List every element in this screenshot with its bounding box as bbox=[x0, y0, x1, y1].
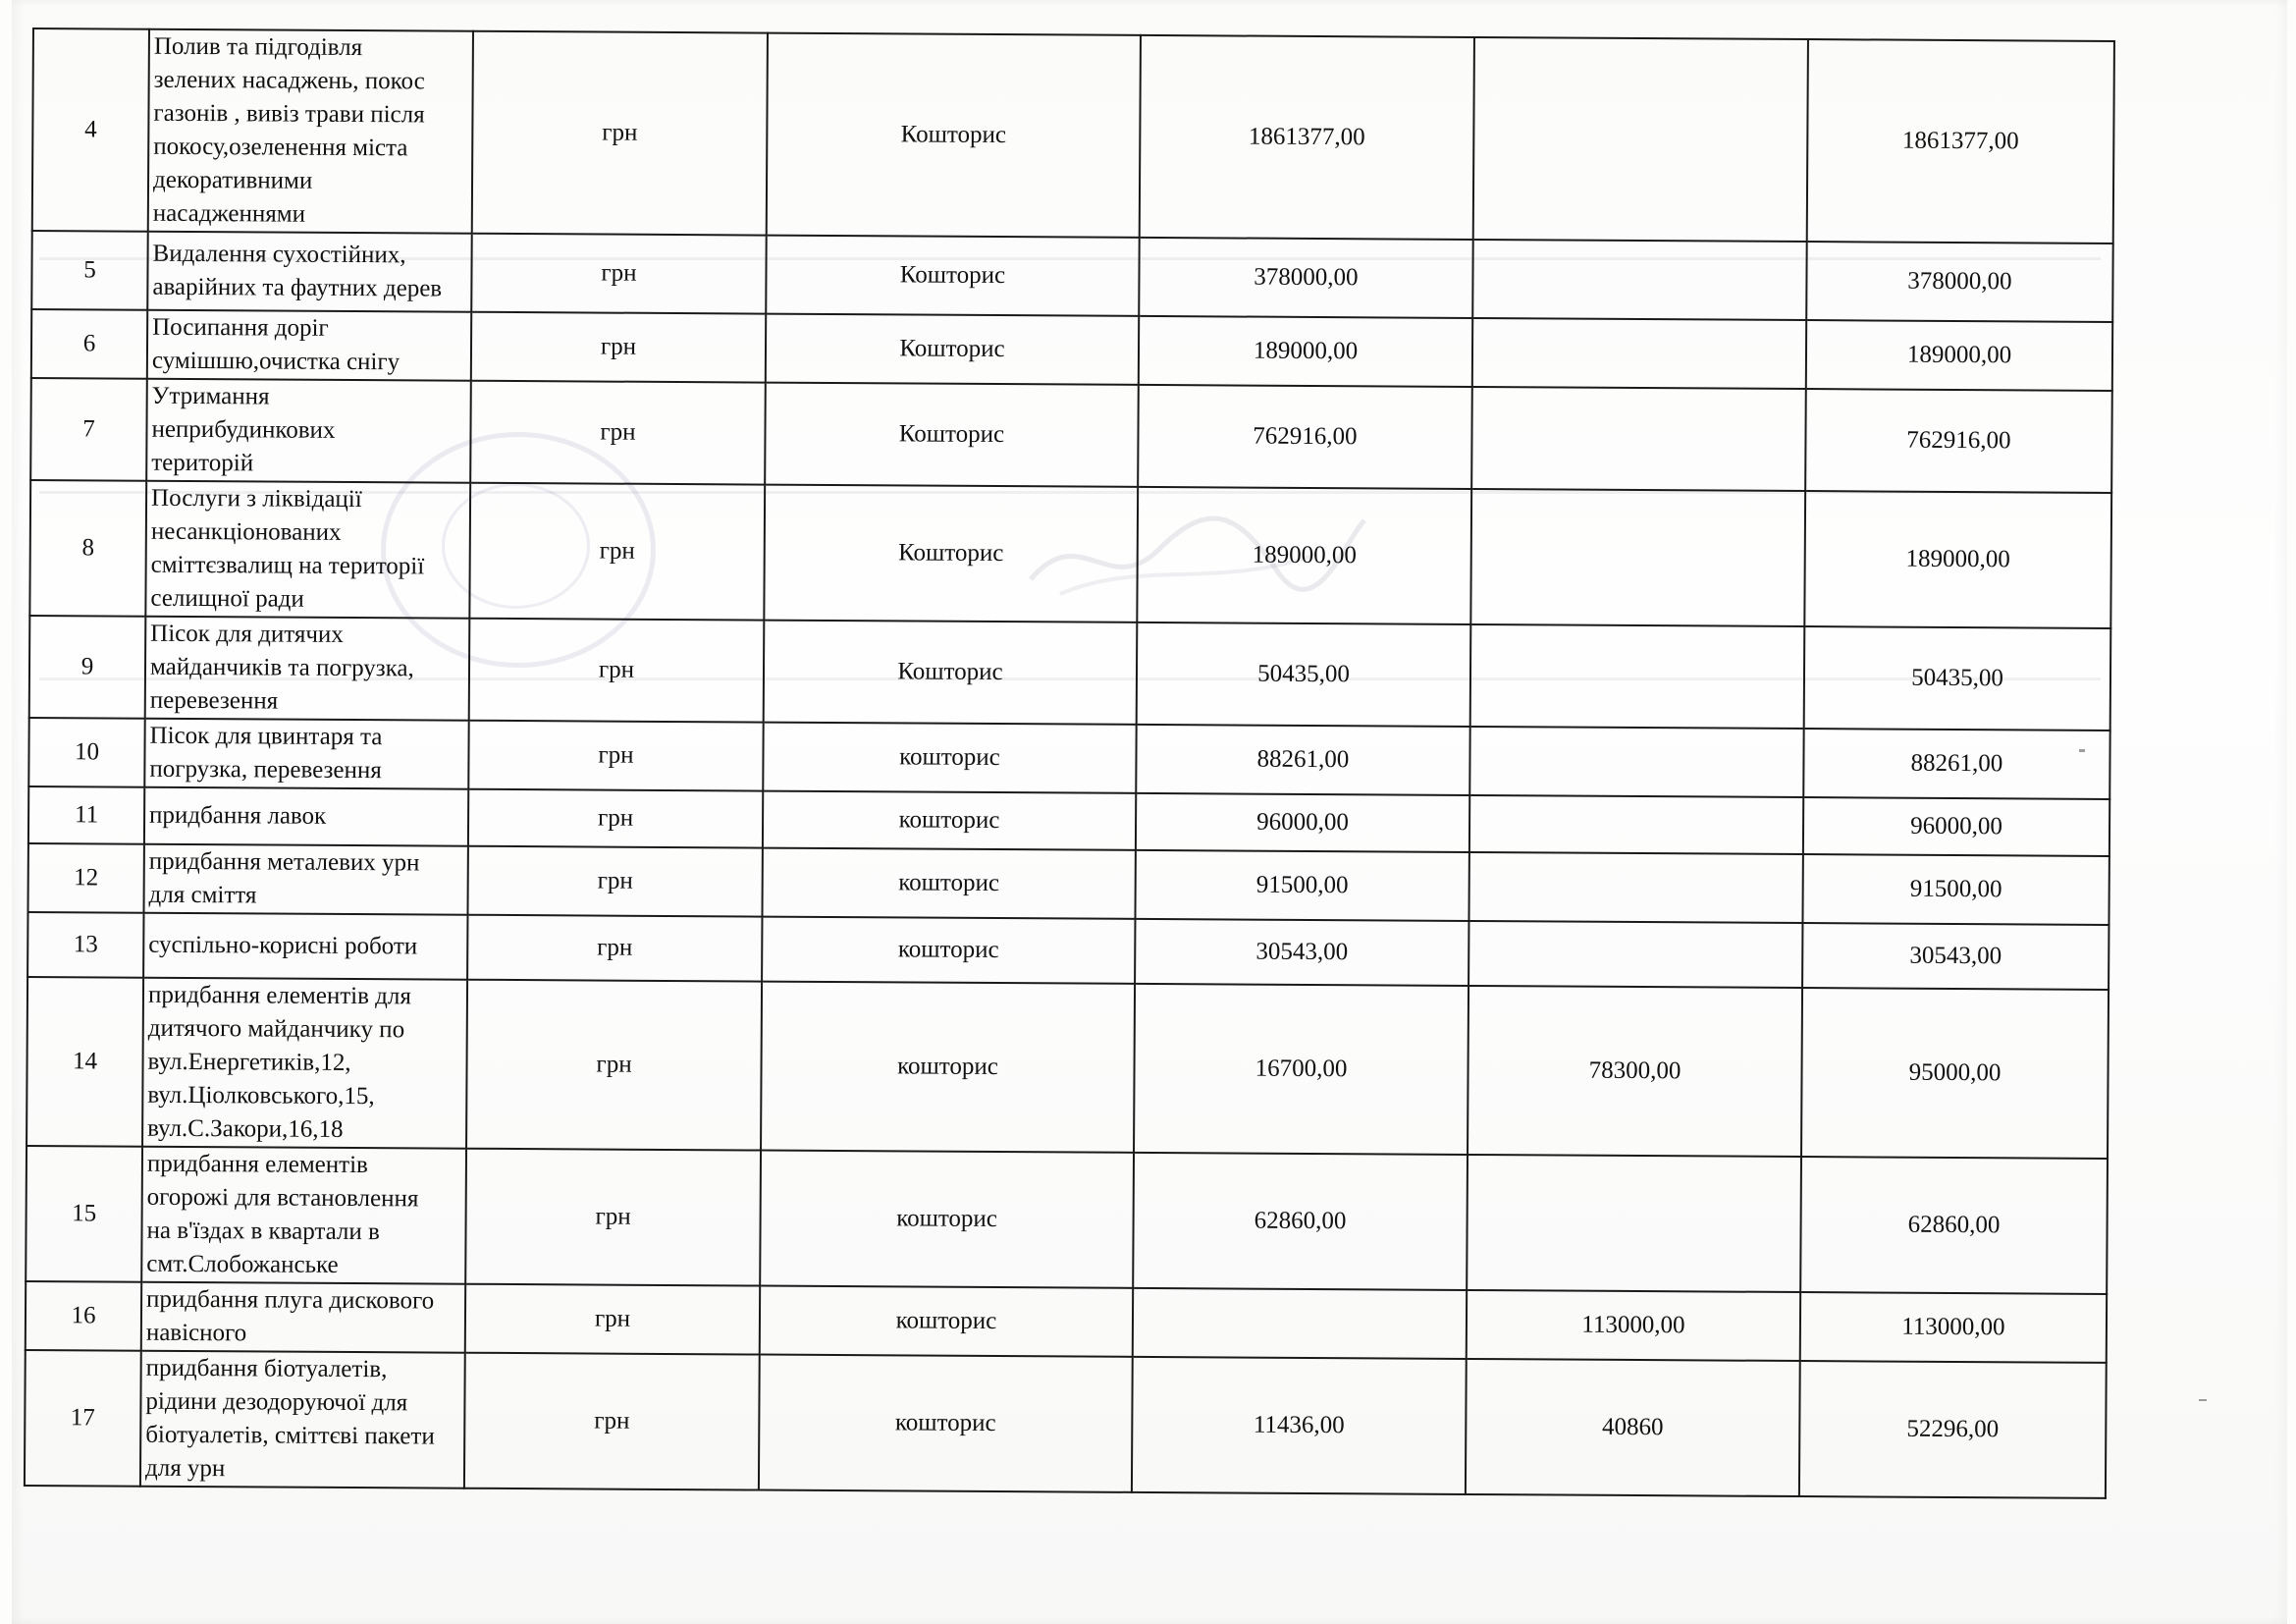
work-description-line: неприбудинкових bbox=[151, 415, 336, 444]
calculation-source: Кошторис bbox=[764, 621, 1138, 725]
work-description bbox=[141, 1147, 466, 1284]
work-description-line: придбання лавок bbox=[149, 801, 327, 830]
work-description-line: навісного bbox=[145, 1319, 247, 1347]
work-description-line: Видалення сухостійних, bbox=[152, 240, 406, 269]
work-description bbox=[140, 1351, 465, 1489]
unit-of-measure: грн bbox=[467, 915, 762, 982]
work-description bbox=[142, 978, 467, 1149]
work-description-line: вул.Ціолковського,15, bbox=[147, 1081, 375, 1110]
row-number: 8 bbox=[29, 480, 146, 617]
work-description bbox=[143, 913, 467, 980]
work-description bbox=[148, 29, 473, 234]
row-number: 10 bbox=[28, 718, 144, 787]
work-description-line: рідини дезодоруючої для bbox=[145, 1387, 408, 1417]
work-description-line: несанкціонованих bbox=[150, 517, 342, 546]
work-description-line: покосу,озеленення міста bbox=[153, 133, 408, 162]
calculation-source: Кошторис bbox=[767, 33, 1141, 238]
row-number: 12 bbox=[27, 843, 143, 913]
unit-of-measure: грн bbox=[464, 1353, 760, 1490]
calculation-source: Кошторис bbox=[764, 485, 1138, 623]
amount-first-source bbox=[1133, 1288, 1467, 1359]
amount-second-source bbox=[1468, 921, 1802, 988]
total-amount: 189000,00 bbox=[1806, 320, 2112, 391]
table-row bbox=[32, 28, 2114, 244]
work-description-line: Утримання bbox=[151, 382, 270, 410]
row-number: 5 bbox=[31, 231, 147, 310]
unit-of-measure: грн bbox=[468, 789, 763, 848]
amount-first-source: 91500,00 bbox=[1135, 850, 1468, 921]
total-amount: 113000,00 bbox=[1800, 1292, 2107, 1363]
work-description-line: зелених насаджень, покос bbox=[153, 66, 425, 95]
work-description-line: на в'їздах в квартали в bbox=[146, 1217, 380, 1246]
unit-of-measure: грн bbox=[466, 980, 762, 1151]
row-number: 13 bbox=[27, 912, 143, 978]
work-description bbox=[147, 310, 471, 381]
work-description-line: суспільно-корисні роботи bbox=[148, 931, 418, 960]
work-description bbox=[144, 719, 468, 789]
unit-of-measure: грн bbox=[468, 721, 763, 791]
amount-first-source: 88261,00 bbox=[1136, 725, 1469, 795]
budget-table bbox=[24, 27, 2115, 1499]
work-description bbox=[145, 617, 470, 721]
calculation-source: кошторис bbox=[760, 1286, 1133, 1357]
calculation-source: Кошторис bbox=[766, 236, 1139, 316]
work-description-line: територій bbox=[151, 449, 254, 477]
calculation-source: Кошторис bbox=[765, 383, 1139, 487]
work-description-line: дитячого майданчику по bbox=[147, 1014, 405, 1044]
work-description-line: погрузка, перевезення bbox=[149, 755, 382, 785]
amount-first-source: 762916,00 bbox=[1138, 385, 1472, 489]
amount-first-source: 11436,00 bbox=[1132, 1357, 1467, 1494]
amount-second-source bbox=[1470, 624, 1805, 729]
calculation-source: кошторис bbox=[761, 982, 1135, 1153]
amount-second-source: 78300,00 bbox=[1468, 986, 1802, 1157]
work-description-line: придбання елементів для bbox=[147, 981, 411, 1010]
work-description-line: придбання плуга дискового bbox=[146, 1285, 435, 1315]
work-description-line: вул.Енергетиків,12, bbox=[147, 1048, 351, 1077]
table-row bbox=[31, 231, 2112, 322]
amount-first-source: 62860,00 bbox=[1133, 1153, 1468, 1290]
work-description-line: сміттєзвалищ на території bbox=[150, 551, 425, 580]
calculation-source: кошторис bbox=[760, 1151, 1134, 1288]
work-description-line: газонів , вивіз трави після bbox=[153, 99, 425, 129]
total-amount: 91500,00 bbox=[1802, 854, 2109, 925]
unit-of-measure: грн bbox=[467, 846, 762, 917]
work-description-line: огорожі для встановлення bbox=[146, 1183, 419, 1213]
total-amount: 52296,00 bbox=[1799, 1361, 2107, 1498]
work-description-line: Послуги з ліквідації bbox=[150, 484, 362, 514]
total-amount: 378000,00 bbox=[1806, 242, 2112, 322]
work-description-line: для урн bbox=[144, 1454, 226, 1483]
table-row bbox=[27, 977, 2109, 1159]
total-amount: 1861377,00 bbox=[1807, 39, 2114, 244]
work-description-line: придбання елементів bbox=[146, 1150, 368, 1179]
amount-second-source bbox=[1467, 1155, 1801, 1292]
calculation-source: Кошторис bbox=[766, 314, 1139, 385]
table-row bbox=[27, 843, 2109, 925]
row-number: 17 bbox=[25, 1350, 141, 1487]
work-description-line: декоративними bbox=[152, 166, 313, 194]
work-description bbox=[141, 1282, 465, 1353]
unit-of-measure: грн bbox=[469, 483, 765, 621]
row-number: 6 bbox=[31, 309, 147, 379]
row-number: 16 bbox=[26, 1281, 141, 1351]
work-description bbox=[144, 787, 468, 846]
amount-first-source: 30543,00 bbox=[1135, 919, 1468, 986]
table-row bbox=[28, 718, 2109, 799]
table-body bbox=[25, 28, 2114, 1498]
table-row bbox=[30, 378, 2112, 493]
total-amount: 50435,00 bbox=[1804, 626, 2111, 731]
unit-of-measure: грн bbox=[465, 1149, 761, 1286]
calculation-source: кошторис bbox=[762, 848, 1135, 919]
work-description-line: смт.Слобожанське bbox=[146, 1250, 339, 1278]
amount-second-source bbox=[1471, 387, 1806, 491]
amount-first-source: 96000,00 bbox=[1136, 793, 1469, 852]
amount-second-source bbox=[1473, 37, 1808, 242]
total-amount: 30543,00 bbox=[1802, 923, 2109, 990]
amount-second-source bbox=[1469, 727, 1803, 797]
work-description-line: придбання біотуалетів, bbox=[145, 1354, 388, 1383]
row-number: 15 bbox=[26, 1146, 142, 1282]
table-row bbox=[31, 309, 2112, 391]
amount-second-source bbox=[1472, 240, 1806, 320]
work-description-line: селищної ради bbox=[150, 584, 304, 613]
amount-first-source: 1861377,00 bbox=[1140, 35, 1474, 240]
unit-of-measure: грн bbox=[469, 619, 765, 723]
table-row bbox=[25, 1350, 2107, 1498]
calculation-source: кошторис bbox=[759, 1355, 1133, 1492]
amount-second-source bbox=[1470, 489, 1805, 626]
work-description-line: Пісок для цвинтаря та bbox=[149, 722, 383, 751]
row-number: 4 bbox=[32, 28, 149, 232]
work-description-line: для сміття bbox=[148, 881, 257, 909]
row-number: 7 bbox=[30, 378, 147, 481]
work-description-line: вул.С.Закори,16,18 bbox=[147, 1114, 344, 1143]
amount-second-source: 40860 bbox=[1466, 1359, 1800, 1496]
amount-first-source: 50435,00 bbox=[1137, 623, 1471, 727]
calculation-source: кошторис bbox=[763, 791, 1136, 850]
amount-first-source: 189000,00 bbox=[1137, 487, 1471, 624]
amount-second-source bbox=[1468, 852, 1802, 923]
work-description-line: сумішшю,очистка снігу bbox=[151, 347, 400, 376]
table-row bbox=[29, 616, 2111, 731]
work-description-line: Посипання доріг bbox=[152, 313, 329, 342]
table-row bbox=[29, 480, 2111, 628]
work-description-line: придбання металевих урн bbox=[148, 847, 420, 877]
work-description-line: аварійних та фаутних дерев bbox=[152, 273, 443, 302]
total-amount: 95000,00 bbox=[1801, 988, 2109, 1159]
calculation-source: кошторис bbox=[763, 723, 1136, 793]
work-description-line: майданчиків та погрузка, bbox=[149, 653, 414, 682]
work-description bbox=[147, 232, 471, 312]
work-description-line: насадженнями bbox=[152, 199, 306, 228]
unit-of-measure: грн bbox=[465, 1284, 760, 1355]
total-amount: 96000,00 bbox=[1803, 797, 2109, 856]
row-number: 9 bbox=[29, 616, 146, 719]
work-description-line: перевезення bbox=[149, 686, 279, 715]
amount-first-source: 189000,00 bbox=[1139, 316, 1472, 387]
work-description-line: Пісок для дитячих bbox=[150, 620, 344, 648]
amount-second-source: 113000,00 bbox=[1467, 1290, 1800, 1361]
amount-first-source: 16700,00 bbox=[1134, 984, 1468, 1155]
amount-first-source: 378000,00 bbox=[1139, 238, 1472, 318]
unit-of-measure: грн bbox=[471, 234, 766, 314]
total-amount: 189000,00 bbox=[1804, 491, 2111, 628]
calculation-source: кошторис bbox=[762, 917, 1135, 984]
row-number: 11 bbox=[28, 786, 144, 844]
work-description bbox=[145, 481, 470, 619]
work-description-line: біотуалетів, сміттєві пакети bbox=[145, 1421, 435, 1450]
total-amount: 762916,00 bbox=[1805, 389, 2112, 493]
total-amount: 62860,00 bbox=[1800, 1157, 2108, 1294]
amount-second-source bbox=[1472, 318, 1806, 389]
amount-second-source bbox=[1469, 795, 1803, 854]
row-number: 14 bbox=[27, 977, 143, 1147]
table-row bbox=[26, 1281, 2107, 1363]
work-description bbox=[143, 844, 467, 915]
unit-of-measure: грн bbox=[470, 381, 766, 485]
total-amount: 88261,00 bbox=[1803, 729, 2109, 799]
work-description-line: Полив та підгодівля bbox=[153, 32, 363, 62]
work-description bbox=[146, 379, 471, 483]
unit-of-measure: грн bbox=[471, 312, 766, 383]
table-row bbox=[26, 1146, 2108, 1294]
unit-of-measure: грн bbox=[472, 31, 768, 236]
